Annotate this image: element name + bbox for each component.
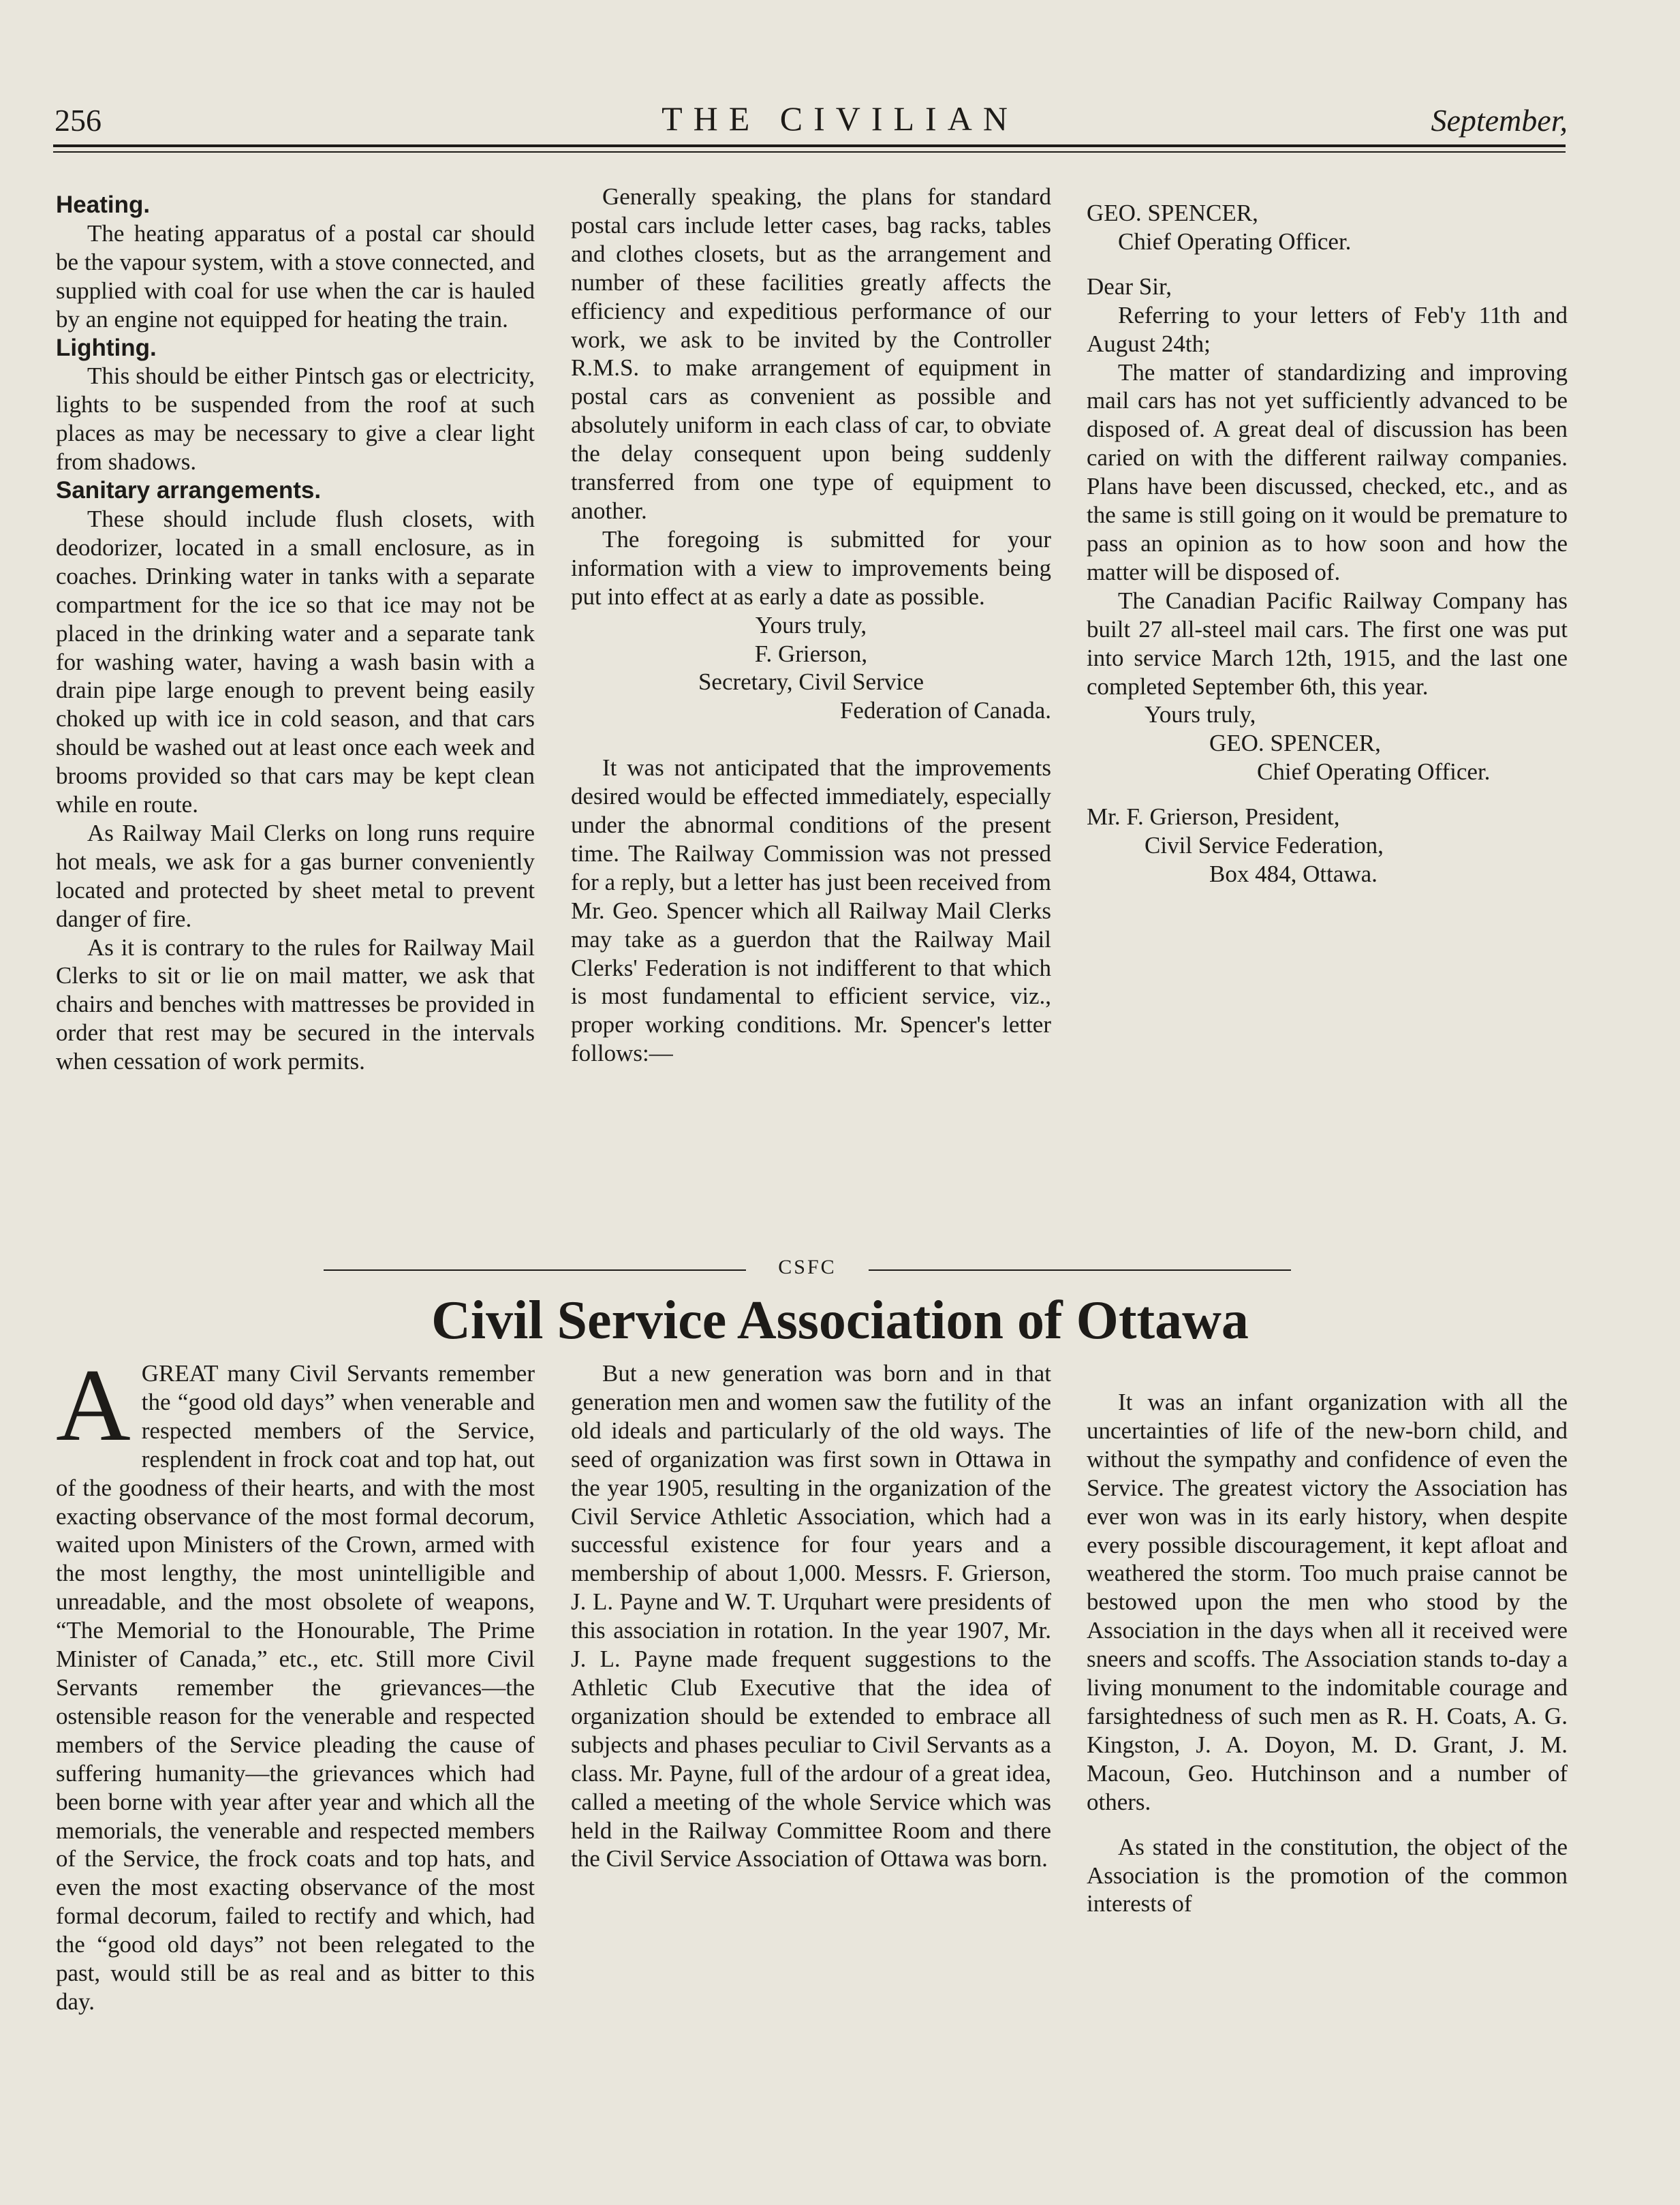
heating-paragraph: The heating apparatus of a postal car should be the vapour system, with a stove connected, and supplied with coal for use when the car is hauled by an engine not equipped for heating the train. [56,219,535,333]
foregoing-paragraph: The foregoing is submitted for your information with a view to improvements being put into effect at as early a date as possible. [571,525,1051,610]
article-headline: Civil Service Association of Ottawa [431,1291,1249,1351]
addressee-line-2: Civil Service Federation, [1145,832,1384,859]
letter-signer-title: Chief Operating Officer. [1257,758,1491,786]
top-column-2 [571,183,1051,1068]
top-column-3 [1087,183,1568,889]
general-paragraph: Generally speaking, the plans for standard postal cars include letter cases, bag racks, tables and clothes closets, but as the arrangement and number of these facilities greatly affects the efficiency and expeditious performance of our work, we ask to be invited by the Controller R.M.S. to make arrangement of equipment in postal cars as convenient as possible and absolutely uniform in each class of car, to obviate the delay consequent upon being suddenly transferred from one type of equipment to another. [571,183,1051,524]
signer-title: Secretary, Civil Service [698,668,924,696]
meals-paragraph: As Railway Mail Clerks on long runs require hot meals, we ask for a gas burner conveniently located and protected by sheet metal to prevent danger of fire. [56,819,535,932]
section-divider [324,1256,1291,1283]
letter-signer-name: GEO. SPENCER, [1209,730,1381,757]
article-paragraph-1-text: GREAT many Civil Servants remember the “good old days” when venerable and respected members of the Service, resplendent in frock coat and top hat, out of the goodness of their hearts, and with the most exacting observance of the most formal decorum, waited upon Ministers of the Crown, armed with the most lengthy, the most unintelligible and unreadable, and the most obsolete of weapons, “The Memorial to the Honourable, The Prime Minister of Canada,” etc., etc. Still more Civil Servants remember the grievances—the ostensible reason for the venerable and respected members of the Service pleading the cause of suffering humanity—the grievances which had been borne with year after year and which all the memorials, the venerable and respected members of the Service, the frock coats and top hats, and even the most exacting observance of the most formal decorum, failed to rectify and which, had the “good old days” not been relegated to the past, would still be as real and as bitter to this day. [56,1360,535,2015]
anticipated-paragraph: It was not anticipated that the improvements desired would be effected immediately, especially under the abnormal conditions of the present time. The Railway Commission was not pressed for a reply, but a letter has just been received from Mr. Geo. Spencer which all Railway Mail Clerks may take as a guerdon that the Railway Mail Clerks' Federation is not indifferent to that which is most fundamental to efficient service, viz., proper working conditions. Mr. Spencer's letter follows:— [571,754,1051,1067]
letter-paragraph-3: The Canadian Pacific Railway Company has built 27 all-steel mail cars. The first one was put into service March 12th, 1915, and the last one completed September 6th, this year. [1087,587,1568,700]
signer-name: F. Grierson, [754,640,868,667]
article-paragraph-4: As stated in the constitution, the object of the Association is the promotion of the common interests of [1087,1833,1568,1917]
article-paragraph-2: But a new generation was born and in that generation men and women saw the futility of the old ideals and particularly of the old ways. The seed of organization was first sown in Ottawa in the year 1905, resulting in the organization of the Civil Service Athletic Association, which had a successful existence for four years and a membership of about 1,000. Messrs. F. Grierson, J. L. Payne and W. T. Urquhart were presidents of this association in rotation. In the year 1907, Mr. J. L. Payne made frequent suggestions to the Athletic Club Executive that the idea of organization should be extended to embrace all subjects and phases peculiar to Civil Servants as a class. Mr. Payne, full of the ardour of a great idea, called a meeting of the whole Service which was held in the Railway Committee Room and there the Civil Service Association of Ottawa was born. [571,1360,1051,1872]
issue-date: September, [1431,103,1568,138]
sanitary-paragraph: These should include flush closets, with deodorizer, located in a small enclosure, as in coaches. Drinking water in tanks with a separate compartment for the ice so that ice may not be placed in the drinking water and a separate tank for washing water, having a wash basin with a drain pipe large enough to prevent being easily choked up with ice in cold season, and that cars should be washed out at least once each week and brooms provided so that cars may be kept clean while en route. [56,505,535,818]
article-column-1 [56,1348,535,2016]
salutation: Dear Sir, [1087,273,1172,300]
addressee-line-3: Box 484, Ottawa. [1209,860,1378,887]
letter-closing: Yours truly, [1145,701,1256,728]
publication-title: THE CIVILIAN [662,99,1018,138]
lighting-heading: Lighting. [56,334,157,361]
letter-from-title: Chief Operating Officer. [1118,228,1352,255]
letter-paragraph-2: The matter of standardizing and improving mail cars has not yet sufficiently advanced to be disposed of. A great deal of discussion has been caried on with the different railway companies. Plans have been discussed, checked, etc., and as the same is still going on it would be premature to pass an opinion as to how soon and how the matter will be disposed of. [1087,358,1568,585]
chairs-paragraph: As it is contrary to the rules for Railway Mail Clerks to sit or lie on mail matter, we ask that chairs and benches with mattresses be provided in order that rest may be secured in the intervals when cessation of work permits. [56,934,535,1075]
signer-organization: Federation of Canada. [839,697,1051,724]
lighting-paragraph: This should be either Pintsch gas or electricity, lights to be suspended from the roof at such places as may be necessary to give a clear light from shadows. [56,363,535,476]
article-paragraph-1 [56,1348,535,2016]
header-rule-thin [53,151,1566,153]
letter-paragraph-1: Referring to your letters of Feb'y 11th and August 24th; [1087,301,1568,357]
heating-heading: Heating. [56,191,151,218]
page-number: 256 [55,103,102,138]
closing-line: Yours truly, [755,611,867,638]
top-column-1 [56,191,535,1076]
divider-label: CSFC [778,1256,837,1278]
sanitary-heading: Sanitary arrangements. [56,477,322,504]
header-rule [53,144,1566,147]
article-column-3 [1087,1359,1568,1918]
article-column-2 [571,1359,1051,1873]
addressee-line-1: Mr. F. Grierson, President, [1087,803,1340,831]
drop-cap: A [56,1348,131,1462]
article-paragraph-3: It was an infant organization with all the uncertainties of life of the new-born child, and without the sympathy and confidence of even the Service. The greatest victory the Association has ever won was in its early history, when despite every possible discouragement, it kept afloat and weathered the storm. Too much praise cannot be bestowed upon the men who stood by the Association in the days when all it received were sneers and scoffs. The Association stands to-day a living monument to the indomitable courage and farsightedness of such men as R. H. Coats, A. G. Kingston, J. A. Doyon, M. D. Grant, J. M. Macoun, Geo. Hutchinson and a number of others. [1087,1389,1568,1815]
letter-from: GEO. SPENCER, [1087,200,1258,226]
